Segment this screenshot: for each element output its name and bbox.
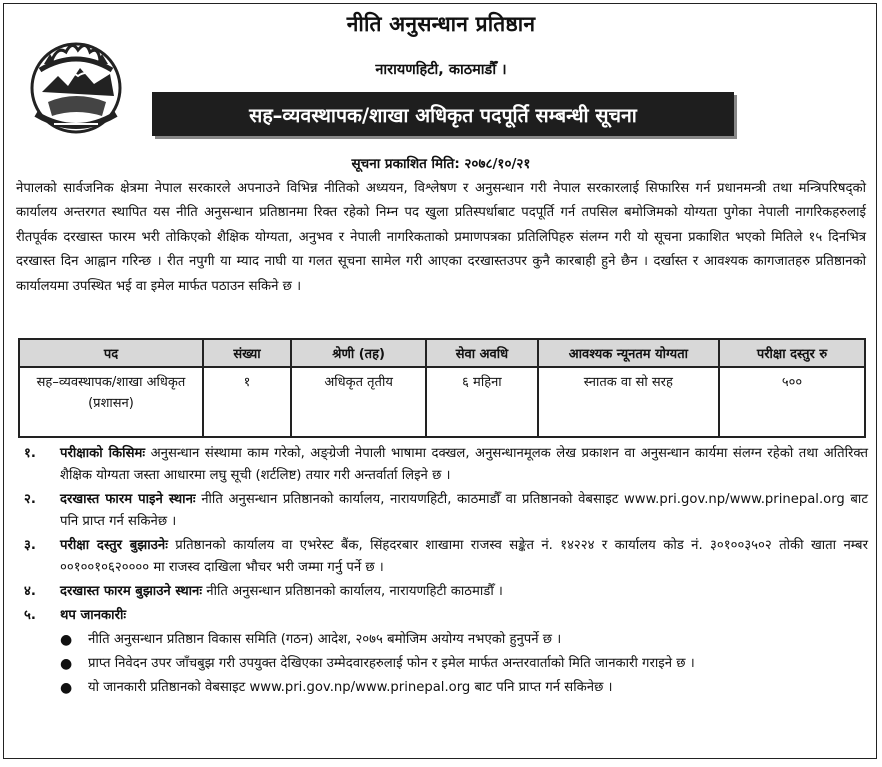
table-row	[19, 367, 865, 437]
clause-body	[60, 443, 868, 487]
table-header-row	[19, 339, 865, 367]
clause-label: दरखास्त फारम पाइने स्थानः	[60, 492, 196, 507]
clause-text: नीति अनुसन्धान प्रतिष्ठानको कार्यालय, नारायणहिटी, काठमाडौँ वा प्रतिष्ठानको वेबसाइट www.pri.gov.np/www.prinepal.org बाट पनि प्राप्त गर्न सकिनेछ ।	[60, 492, 868, 529]
clause-text: प्रतिष्ठानको कार्यालय वा एभरेस्ट बैंक, सिंहदरबार शाखामा राजस्व सङ्केत नं. १४२२४ र कार्यालय कोड नं. ३०१००३५०२ तोकी खाता नम्बर ००१००१०६२०००० मा राजस्व दाखिला भौचर भरी जम्मा गर्नु पर्ने छ ।	[60, 538, 868, 575]
clause-4	[16, 581, 868, 603]
bullet-dot-icon: ●	[60, 632, 73, 648]
published-date: सूचना प्रकाशित मिति: २०७८/१०/२१	[351, 156, 531, 172]
clause-body	[60, 581, 868, 603]
cell-fee: ५००	[719, 367, 865, 437]
nepal-government-emblem-icon	[22, 30, 130, 138]
clause-number: ३.	[24, 538, 36, 553]
clause-1	[16, 443, 868, 487]
org-address: नारायणहिटी, काठमाडौँ ।	[375, 62, 507, 78]
clause-3	[16, 535, 868, 579]
clause-label: थप जानकारीः	[60, 608, 127, 623]
clause-text: अनुसन्धान संस्थामा काम गरेको, अङ्ग्रेजी नेपाली भाषामा दक्खल, अनुसन्धानमूलक लेख प्रकाशन वा अनुसन्धान कार्यमा संलग्न रहेको तथा अतिरिक्त शैक्षिक योग्यता जस्ता आधारमा लघु सूची (शर्टलिष्ट) तयार गरी अन्तर्वार्ता लिइने छ ।	[60, 446, 868, 483]
cell-qualification: स्नातक वा सो सरह	[538, 367, 719, 437]
clause-number: १.	[24, 446, 36, 461]
header-fee: परीक्षा दस्तुर रु	[719, 339, 865, 367]
clause-body	[60, 605, 868, 627]
clause-label: परीक्षाको किसिमः	[60, 446, 146, 461]
clause-label: दरखास्त फारम बुझाउने स्थानः	[60, 584, 203, 599]
vacancy-table	[18, 338, 866, 438]
clause-body	[60, 535, 868, 579]
clause-number: २.	[24, 492, 36, 507]
list-item-text: यो जानकारी प्रतिष्ठानको वेबसाइट www.pri.gov.np/www.prinepal.org बाट पनि प्राप्त गर्न सकिनेछ ।	[88, 680, 613, 695]
org-name: नीति अनुसन्धान प्रतिष्ठान	[346, 12, 536, 36]
cell-class: अधिकृत तृतीय	[291, 367, 426, 437]
list-item	[60, 653, 868, 675]
header-count: संख्या	[203, 339, 291, 367]
cell-term: ६ महिना	[426, 367, 538, 437]
clauses-list	[16, 443, 868, 701]
notice-page	[3, 3, 877, 759]
clause-2	[16, 489, 868, 533]
header-term: सेवा अवधि	[426, 339, 538, 367]
header-qualification: आवश्यक न्यूनतम योग्यता	[538, 339, 719, 367]
header-post: पद	[19, 339, 203, 367]
clause-number: ४.	[24, 584, 36, 599]
list-item-text: नीति अनुसन्धान प्रतिष्ठान विकास समिति (गठन) आदेश, २०७५ बमोजिम अयोग्य नभएको हुनुपर्ने छ ।	[88, 632, 562, 647]
cell-post: सह–व्यवस्थापक/शाखा अधिकृत (प्रशासन)	[19, 367, 203, 437]
cell-count: १	[203, 367, 291, 437]
notice-title: सह–व्यवस्थापक/शाखा अधिकृत पदपूर्ति सम्बन्धी सूचना	[249, 103, 637, 127]
bullet-dot-icon: ●	[60, 680, 73, 696]
list-item	[60, 677, 868, 699]
notice-title-banner	[152, 92, 734, 136]
clause-5	[16, 605, 868, 627]
clause-number: ५.	[24, 608, 36, 623]
clause-label: परीक्षा दस्तुर बुझाउनेः	[60, 538, 168, 553]
header-class: श्रेणी (तह)	[291, 339, 426, 367]
list-item-text: प्राप्त निवेदन उपर जाँचबुझ गरी उपयुक्त देखिएका उम्मेदवारहरुलाई फोन र इमेल मार्फत अन्तरवार्ताको मिति जानकारी गराइने छ ।	[88, 656, 695, 671]
list-item	[60, 629, 868, 651]
intro-paragraph: नेपालको सार्वजनिक क्षेत्रमा नेपाल सरकारले अपनाउने विभिन्न नीतिको अध्ययन, विश्लेषण र अनुसन्धान गरी नेपाल सरकारलाई सिफारिस गर्न प्रधानमन्त्री तथा मन्त्रिपरिषद्को कार्यालय अन्तरगत स्थापित यस नीति अनुसन्धान प्रतिष्ठानमा रिक्त रहेको निम्न पद खुला प्रतिस्पर्धाबाट पदपूर्ति गर्न तपसिल बमोजिमको योग्यता पुगेका नेपाली नागरिकहरुलाई रीतपूर्वक दरखास्त फारम भरी तोकिएको शैक्षिक योग्यता, अनुभव र नेपाली नागरिकताको प्रमाणपत्रका प्रतिलिपिहरु संलग्न गरी यो सूचना प्रकाशित भएको मितिले १५ दिनभित्र दरखास्त दिन आह्वान गरिन्छ । रीत नपुगी या म्याद नाघी या गलत सूचना सामेल गरी आएका दरखास्तउपर कुनै कारबाही हुने छैन । दर्खास्त र आवश्यक कागजातहरु प्रतिष्ठानको कार्यालयमा उपस्थित भई वा इमेल मार्फत पठाउन सकिने छ ।	[16, 181, 866, 294]
clause-body	[60, 489, 868, 533]
additional-info-list	[60, 629, 868, 699]
clause-text: नीति अनुसन्धान प्रतिष्ठानको कार्यालय, नारायणहिटी काठमाडौँ ।	[206, 584, 503, 599]
bullet-dot-icon: ●	[60, 656, 73, 672]
